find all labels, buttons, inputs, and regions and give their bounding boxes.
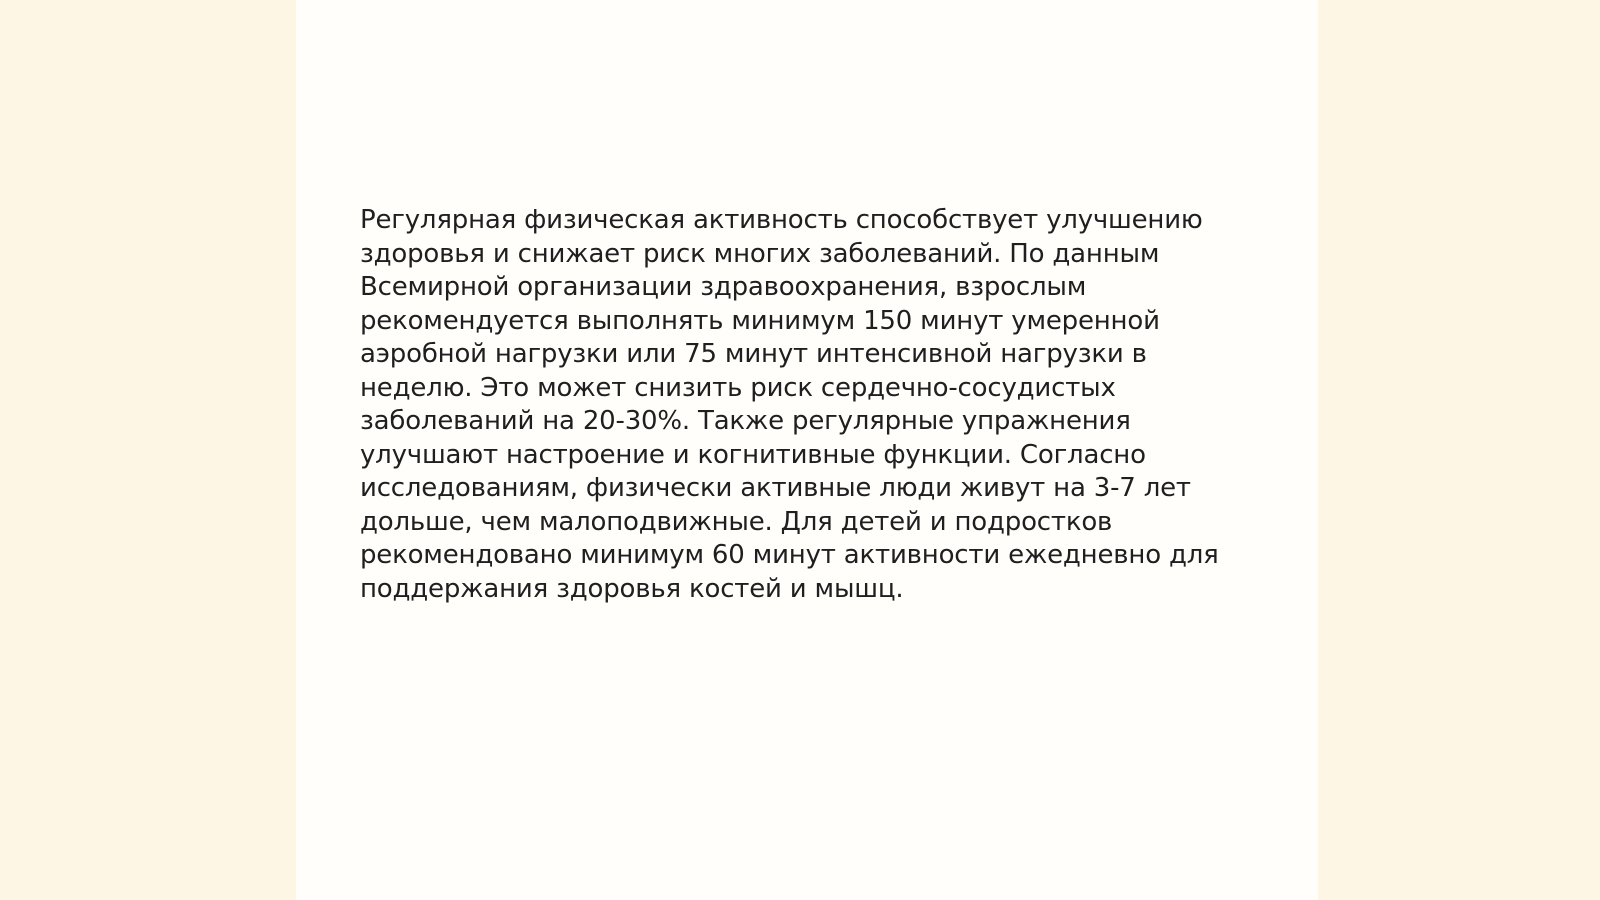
paragraph-line: дольше, чем малоподвижные. Для детей и подростков (360, 506, 1113, 537)
paragraph-line: исследованиям, физически активные люди живут на 3-7 лет (360, 473, 1191, 503)
paragraph-line: неделю. Это может снизить риск сердечно-сосудистых (360, 372, 1116, 403)
paragraph-line: Регулярная физическая активность способствует улучшению (360, 205, 1203, 235)
paragraph-line: аэробной нагрузки или 75 минут интенсивной нагрузки в (360, 339, 1147, 369)
paragraph-line: Всемирной организации здравоохранения, взрослым (360, 272, 1087, 302)
paragraph-line: заболеваний на 20-30%. Также регулярные упражнения (360, 406, 1131, 436)
paragraph-line: улучшают настроение и когнитивные функции. Согласно (360, 439, 1146, 470)
document-page (296, 0, 1318, 900)
paragraph-line: рекомендовано минимум 60 минут активности ежедневно для (360, 540, 1219, 570)
paragraph-line: здоровья и снижает риск многих заболеваний. По данным (360, 238, 1160, 269)
paragraph-line: поддержания здоровья костей и мышц. (360, 573, 904, 604)
body-paragraph (360, 204, 1240, 606)
paragraph-line: рекомендуется выполнять минимум 150 минут умеренной (360, 305, 1160, 336)
